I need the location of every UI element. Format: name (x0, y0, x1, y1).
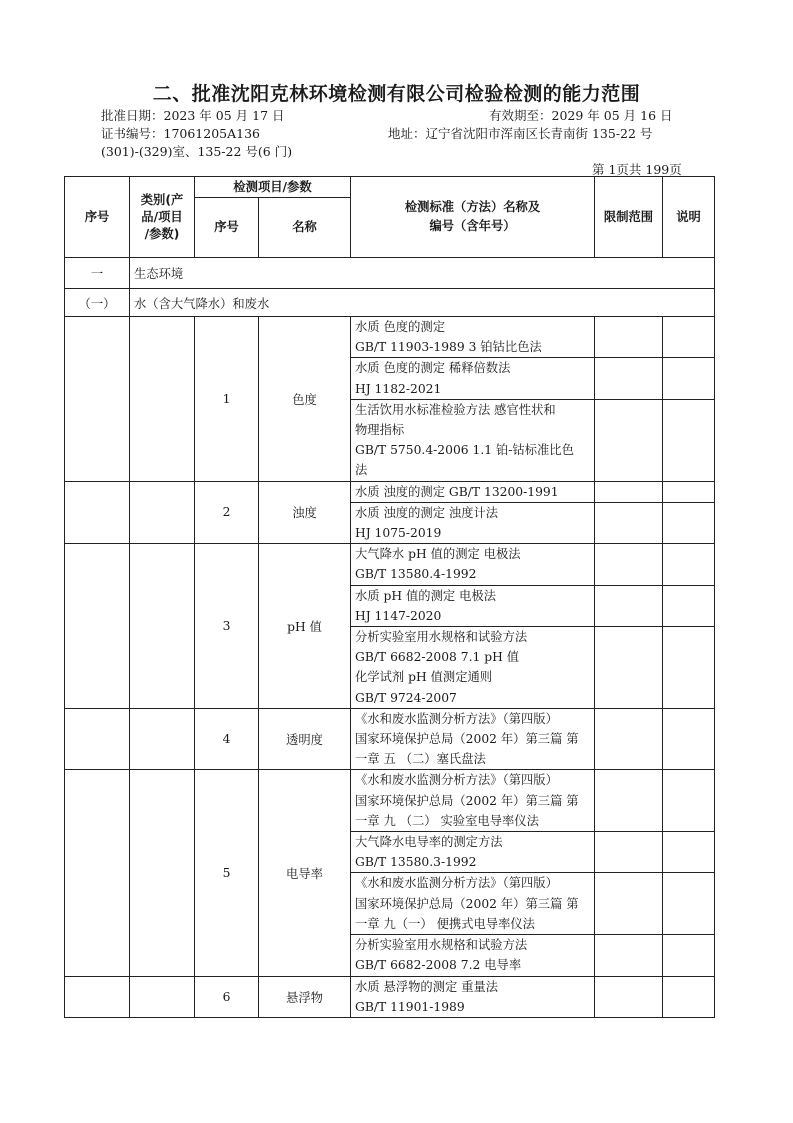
standard-method: 《水和废水监测分析方法》（第四版） 国家环境保护总局（2002 年）第三篇 第 一章 九 （二） 实验室电导率仪法 (351, 770, 595, 832)
standard-method: 《水和废水监测分析方法》（第四版） 国家环境保护总局（2002 年）第三篇 第 一章 九（一） 便携式电导率仪法 (351, 873, 595, 935)
item-number: 3 (195, 544, 259, 709)
standard-method: 大气降水电导率的测定方法 GB/T 13580.3-1992 (351, 832, 595, 873)
item-name: 悬浮物 (259, 976, 351, 1017)
section-seq: 一 (65, 258, 130, 289)
standard-method: 水质 浊度的测定 浊度计法 HJ 1075-2019 (351, 502, 595, 543)
item-name: pH 值 (259, 544, 351, 709)
standard-method: 大气降水 pH 值的测定 电极法 GB/T 13580.4-1992 (351, 544, 595, 585)
standard-method: 《水和废水监测分析方法》（第四版） 国家环境保护总局（2002 年）第三篇 第 一章 五 （二）塞氏盘法 (351, 708, 595, 770)
lab-address-continued: (301)-(329)室、135-22 号(6 门) (101, 144, 293, 159)
item-number: 6 (195, 976, 259, 1017)
col-header-category: 类别(产 品/项目 /参数) (130, 177, 195, 258)
lab-address: 地址：辽宁省沈阳市浑南区长青南街 135-22 号 (388, 126, 653, 141)
standard-method: 生活饮用水标准检验方法 感官性状和 物理指标 GB/T 5750.4-2006 1.1 铂-钴标准比色 法 (351, 399, 595, 481)
standard-method: 水质 色度的测定 GB/T 11903-1989 3 铂钴比色法 (351, 317, 595, 358)
col-header-item-group: 检测项目/参数 (195, 177, 351, 198)
item-number: 4 (195, 708, 259, 770)
valid-until: 有效期至：2029 年 05 月 16 日 (489, 108, 673, 123)
item-name: 色度 (259, 317, 351, 482)
item-number: 1 (195, 317, 259, 482)
standard-method: 水质 pH 值的测定 电极法 HJ 1147-2020 (351, 585, 595, 626)
standard-method: 分析实验室用水规格和试验方法 GB/T 6682-2008 7.1 pH 值 化学试剂 pH 值测定通则 GB/T 9724-2007 (351, 627, 595, 709)
item-number: 2 (195, 481, 259, 544)
capability-scope-table (64, 176, 715, 1018)
page-info: 第 1页共 199页 (592, 162, 682, 177)
col-header-standard: 检测标准（方法）名称及 编号（含年号） (351, 177, 595, 258)
section-name: 水（含大气降水）和废水 (130, 289, 715, 317)
table-row (65, 976, 715, 1017)
table-header (65, 177, 715, 258)
item-name: 电导率 (259, 770, 351, 976)
item-name: 透明度 (259, 708, 351, 770)
standard-method: 分析实验室用水规格和试验方法 GB/T 6682-2008 7.2 电导率 (351, 935, 595, 976)
item-number: 5 (195, 770, 259, 976)
col-header-limit: 限制范围 (595, 177, 663, 258)
table-body (65, 258, 715, 1018)
table-row (65, 770, 715, 832)
table-row (65, 481, 715, 502)
approval-date: 批准日期：2023 年 05 月 17 日 (101, 108, 285, 123)
table-row (65, 544, 715, 585)
section-row (65, 289, 715, 317)
col-header-item-name: 名称 (259, 198, 351, 258)
section-row (65, 258, 715, 289)
standard-method: 水质 浊度的测定 GB/T 13200-1991 (351, 481, 595, 502)
page-title: 二、批准沈阳克林环境检测有限公司检验检测的能力范围 (152, 83, 641, 105)
standard-method: 水质 色度的测定 稀释倍数法 HJ 1182-2021 (351, 358, 595, 399)
table-row (65, 708, 715, 770)
table-row (65, 317, 715, 358)
section-name: 生态环境 (130, 258, 715, 289)
certificate-number: 证书编号：17061205A136 (101, 126, 261, 141)
section-seq: （一） (65, 289, 130, 317)
col-header-item-seq: 序号 (195, 198, 259, 258)
col-header-seq: 序号 (65, 177, 130, 258)
standard-method: 水质 悬浮物的测定 重量法 GB/T 11901-1989 (351, 976, 595, 1017)
item-name: 浊度 (259, 481, 351, 544)
col-header-note: 说明 (663, 177, 715, 258)
